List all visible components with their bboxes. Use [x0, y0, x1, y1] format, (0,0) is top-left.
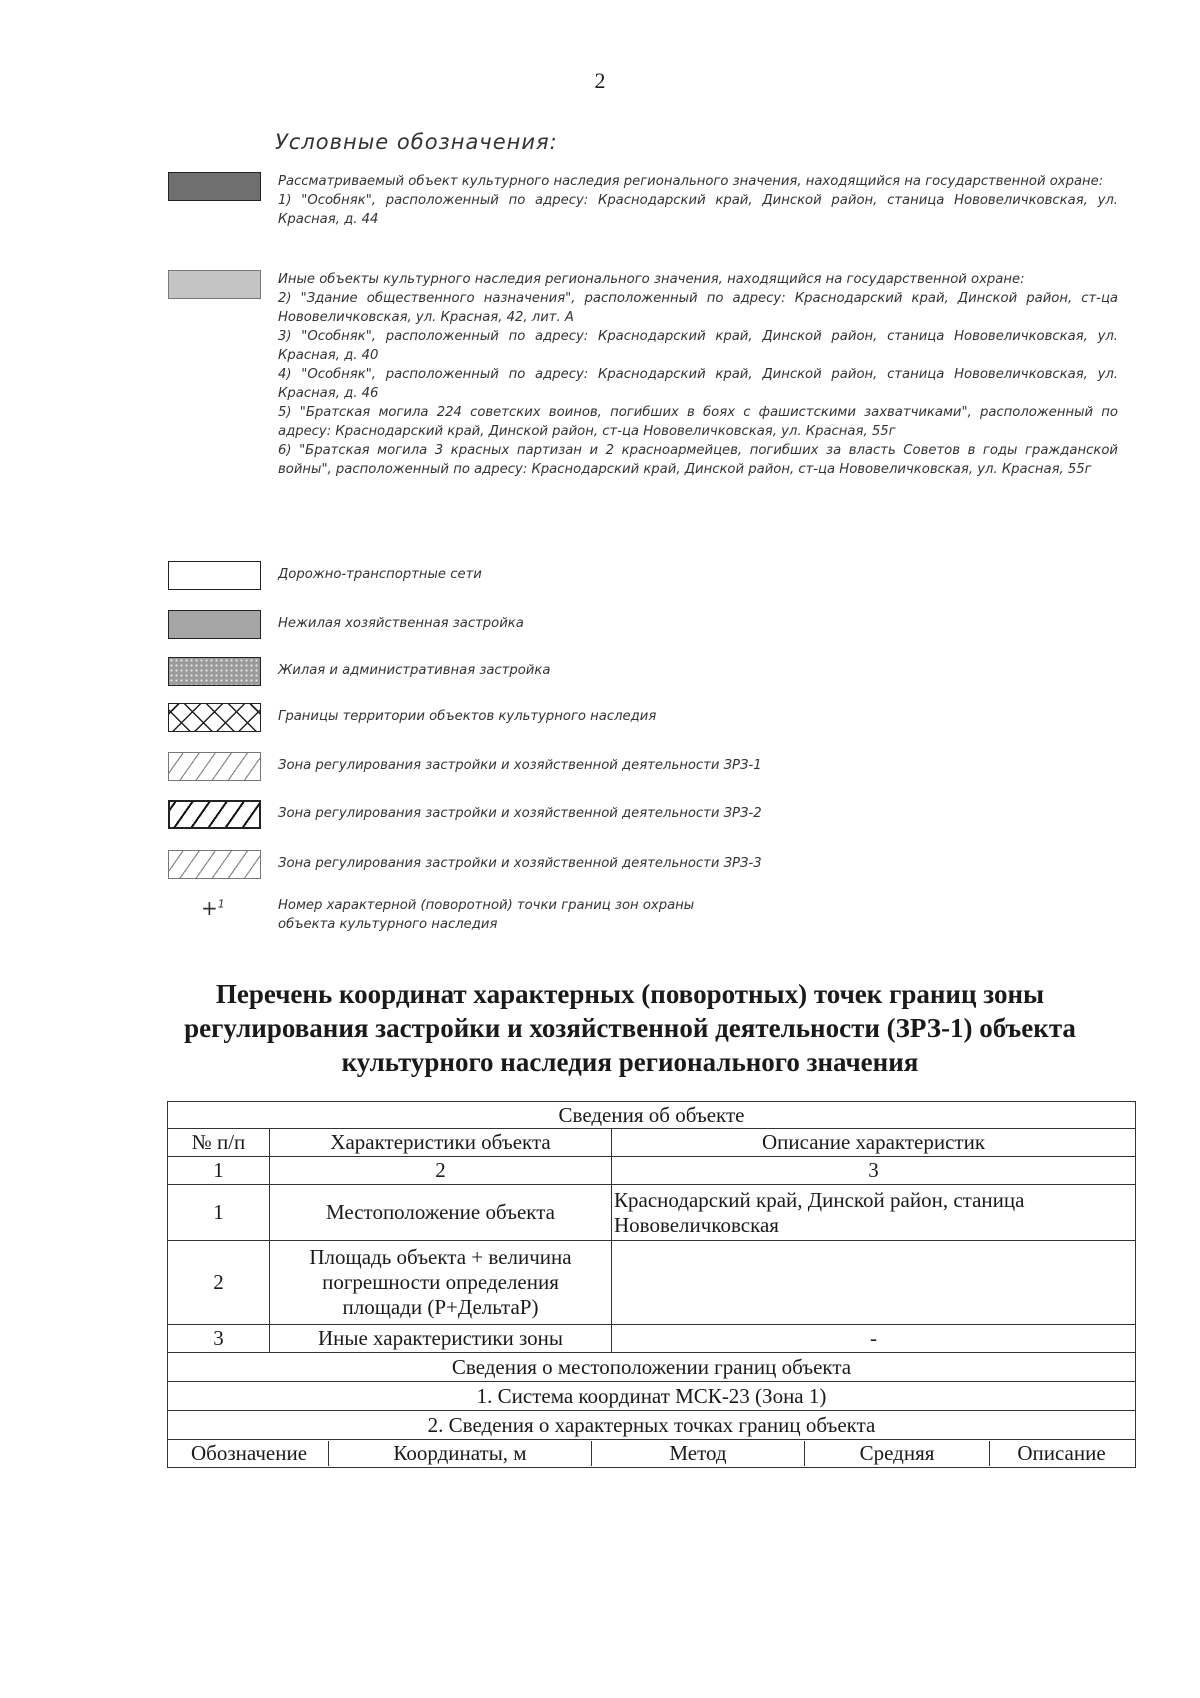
legend-text-line: Дорожно-транспортные сети	[278, 567, 482, 582]
table-row	[168, 1185, 1136, 1241]
legend-text-line: Зона регулирования застройки и хозяйственной деятельности ЗРЗ-1	[278, 758, 762, 773]
swatch-nonresidential	[168, 610, 261, 639]
legend-text-line: 4) "Особняк", расположенный по адресу: Краснодарский край, Динской район, станица Нововеличковская, ул. Красная, д. 46	[278, 367, 1118, 401]
row-description	[612, 1241, 1136, 1325]
row-name-line: погрешности определения	[322, 1270, 559, 1294]
legend-text	[278, 804, 1118, 823]
points-column-coordinates: Координаты, м	[329, 1441, 592, 1466]
legend-text-line: Номер характерной (поворотной) точки границ зон охраны объекта культурного наследия	[278, 898, 695, 932]
points-columns	[168, 1440, 1136, 1468]
legend-text-line: 1) "Особняк", расположенный по адресу: Краснодарский край, Динской район, станица Нововеличковская, ул. Красная, д. 44	[278, 193, 1118, 227]
legend-text	[278, 756, 1118, 775]
column-number: 3	[612, 1157, 1136, 1185]
column-number: 1	[168, 1157, 270, 1185]
row-name-line: площади (P+ДельтаP)	[342, 1295, 539, 1319]
row-description-line: Нововеличковская	[614, 1212, 779, 1237]
heading-line: культурного наследия регионального значения	[341, 1047, 919, 1077]
points-column-average: Средняя	[805, 1441, 990, 1466]
swatch-regulation-zone	[168, 850, 261, 879]
row-name-line: Площадь объекта + величина	[309, 1245, 572, 1269]
legend-text-line: Границы территории объектов культурного наследия	[278, 709, 657, 724]
heading-line: регулирования застройки и хозяйственной деятельности (ЗРЗ-1) объекта	[184, 1013, 1076, 1043]
column-header-description: Описание характеристик	[612, 1129, 1136, 1157]
swatch-other-objects	[168, 270, 261, 299]
section-location-header: Сведения о местоположении границ объекта	[168, 1353, 1136, 1382]
legend-text	[278, 614, 1118, 633]
point-marker-icon: +$^1$	[201, 896, 225, 920]
row-description-line: Краснодарский край, Динской район, станица	[614, 1187, 1025, 1212]
swatch-road-networks	[168, 561, 261, 590]
points-column-method: Метод	[592, 1441, 805, 1466]
heading-line: Перечень координат характерных (поворотных) точек границ зоны	[215, 979, 1045, 1009]
legend-title: Условные обозначения:	[275, 130, 558, 154]
legend-text-line: Нежилая хозяйственная застройка	[278, 616, 524, 631]
legend-text-line: 6) "Братская могила 3 красных партизан и 2 красноармейцев, погибших за власть Советов в годы гражданской войны", расположенный по адресу: Краснодарский край, Динской район, ст-ца Нововеличковская, ул. Красная, 55г	[278, 443, 1118, 477]
legend-text-line: Зона регулирования застройки и хозяйственной деятельности ЗРЗ-2	[278, 806, 762, 821]
swatch-heritage-boundaries	[168, 703, 261, 732]
row-name	[270, 1241, 612, 1325]
points-column-description: Описание	[1017, 1441, 1106, 1465]
legend-text-line: Жилая и административная застройка	[278, 663, 551, 678]
row-name: Местоположение объекта	[270, 1185, 612, 1241]
legend-text	[278, 661, 1118, 680]
legend-text	[278, 707, 1118, 726]
row-name: Иные характеристики зоны	[270, 1325, 612, 1353]
table-row	[168, 1325, 1136, 1353]
legend-text	[278, 896, 698, 934]
points-section-header: 2. Сведения о характерных точках границ объекта	[168, 1411, 1136, 1440]
swatch-considered-object	[168, 172, 261, 201]
swatch-regulation-zone	[168, 800, 261, 829]
coordinate-system: 1. Система координат МСК-23 (Зона 1)	[168, 1382, 1136, 1411]
page-number: 2	[594, 68, 606, 93]
legend-text-line: 3) "Особняк", расположенный по адресу: Краснодарский край, Динской район, станица Нововеличковская, ул. Красная, д. 40	[278, 329, 1118, 363]
row-description	[612, 1185, 1136, 1241]
heading	[150, 977, 1110, 1079]
row-number: 3	[168, 1325, 270, 1353]
column-header-characteristics: Характеристики объекта	[270, 1129, 612, 1157]
legend-text-line: 2) "Здание общественного назначения", расположенный по адресу: Краснодарский край, Динской район, ст-ца Нововеличковская, ул. Красная, 42, лит. А	[278, 291, 1118, 325]
legend-text-line: Рассматриваемый объект культурного наследия регионального значения, находящийся на государственной охране:	[278, 174, 1104, 189]
swatch-regulation-zone	[168, 752, 261, 781]
row-description: -	[612, 1325, 1136, 1353]
column-number: 2	[270, 1157, 612, 1185]
swatch-residential	[168, 657, 261, 686]
legend-text-line: Иные объекты культурного наследия регионального значения, находящийся на государственной охране:	[278, 272, 1025, 287]
table-row	[168, 1241, 1136, 1325]
column-header-number: № п/п	[168, 1129, 270, 1157]
legend-text-line: Зона регулирования застройки и хозяйственной деятельности ЗРЗ-3	[278, 856, 762, 871]
legend-text	[278, 854, 1118, 873]
point-marker-label: 1	[217, 897, 225, 911]
row-number: 1	[168, 1185, 270, 1241]
row-number: 2	[168, 1241, 270, 1325]
section-object-header: Сведения об объекте	[168, 1102, 1136, 1129]
legend-text-line: 5) "Братская могила 224 советских воинов, погибших в боях с фашистскими захватчиками", расположенный по адресу: Краснодарский край, Динской район, ст-ца Нововеличковская, ул. Красная, 55г	[278, 405, 1118, 439]
object-info-table	[167, 1101, 1136, 1468]
points-column-designation: Обозначение	[170, 1441, 329, 1466]
legend-text	[278, 172, 1118, 229]
legend-text	[278, 565, 1118, 584]
legend-text	[278, 270, 1118, 479]
